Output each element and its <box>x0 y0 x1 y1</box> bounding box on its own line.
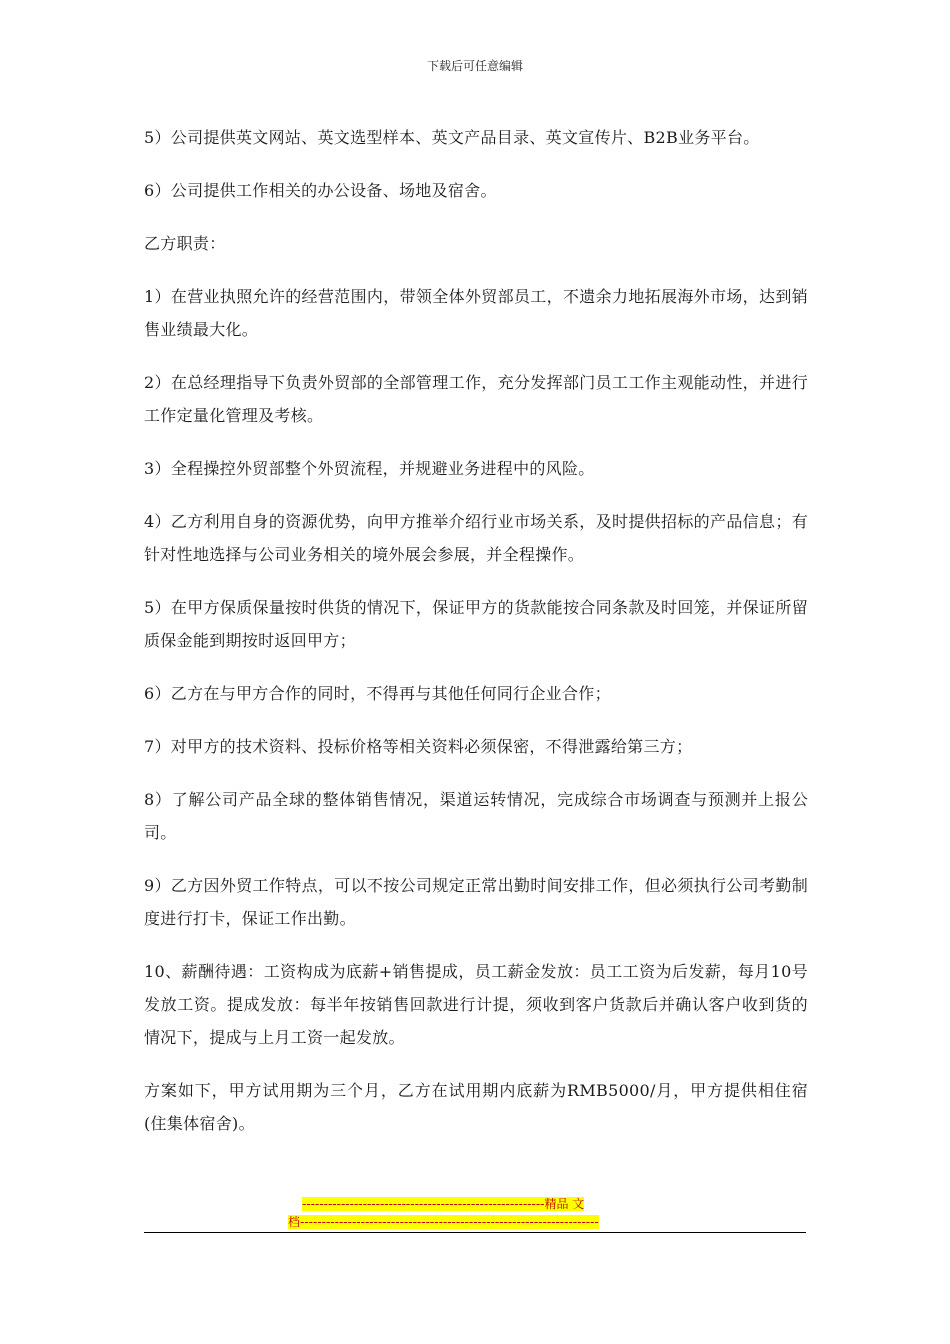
footer-banner-line-2-text: 档--------------------------------------------------------------------- <box>288 1215 599 1229</box>
document-body <box>144 121 808 1160</box>
paragraph-office-equipment: 6）公司提供工作相关的办公设备、场地及宿舍。 <box>144 181 497 200</box>
footer-divider <box>144 1232 806 1233</box>
footer-banner-line-1-text: --------------------------------------------------------精品 文 <box>302 1197 585 1211</box>
paragraph-duty-5: 5）在甲方保质保量按时供货的情况下，保证甲方的货款能按合同条款及时回笼，并保证所留质保金能到期按时返回甲方； <box>144 598 808 650</box>
paragraph-plan: 方案如下，甲方试用期为三个月，乙方在试用期内底薪为RMB5000/月，甲方提供相住宿(住集体宿舍)。 <box>144 1081 808 1133</box>
paragraph-compensation: 10、薪酬待遇：工资构成为底薪+销售提成，员工薪金发放：员工工资为后发薪，每月10号发放工资。提成发放：每半年按销售回款进行计提，须收到客户货款后并确认客户收到货的情况下，提成与上月工资一起发放。 <box>144 962 808 1047</box>
paragraph-duty-6: 6）乙方在与甲方合作的同时，不得再与其他任何同行企业合作； <box>144 684 611 703</box>
footer-watermark-banner <box>288 1195 668 1231</box>
page-header: 下载后可任意编辑 <box>426 59 523 73</box>
paragraph-duty-9: 9）乙方因外贸工作特点，可以不按公司规定正常出勤时间安排工作，但必须执行公司考勤制度进行打卡，保证工作出勤。 <box>144 876 808 928</box>
paragraph-duty-4: 4）乙方利用自身的资源优势，向甲方推举介绍行业市场关系，及时提供招标的产品信息；有针对性地选择与公司业务相关的境外展会参展，并全程操作。 <box>144 512 808 564</box>
paragraph-duty-3: 3）全程操控外贸部整个外贸流程，并规避业务进程中的风险。 <box>144 459 595 478</box>
paragraph-company-website: 5）公司提供英文网站、英文选型样本、英文产品目录、英文宣传片、B2B业务平台。 <box>144 128 760 147</box>
section-heading-party-b-duties: 乙方职责： <box>144 234 226 253</box>
footer-banner-line-1 <box>288 1195 668 1213</box>
paragraph-duty-2: 2）在总经理指导下负责外贸部的全部管理工作，充分发挥部门员工工作主观能动性，并进行工作定量化管理及考核。 <box>144 373 808 425</box>
paragraph-duty-1: 1）在营业执照允许的经营范围内，带领全体外贸部员工，不遗余力地拓展海外市场，达到销售业绩最大化。 <box>144 287 808 339</box>
paragraph-duty-8: 8）了解公司产品全球的整体销售情况，渠道运转情况，完成综合市场调查与预测并上报公司。 <box>144 790 808 842</box>
paragraph-duty-7: 7）对甲方的技术资料、投标价格等相关资料必须保密，不得泄露给第三方； <box>144 737 693 756</box>
footer-banner-line-2 <box>288 1213 668 1231</box>
